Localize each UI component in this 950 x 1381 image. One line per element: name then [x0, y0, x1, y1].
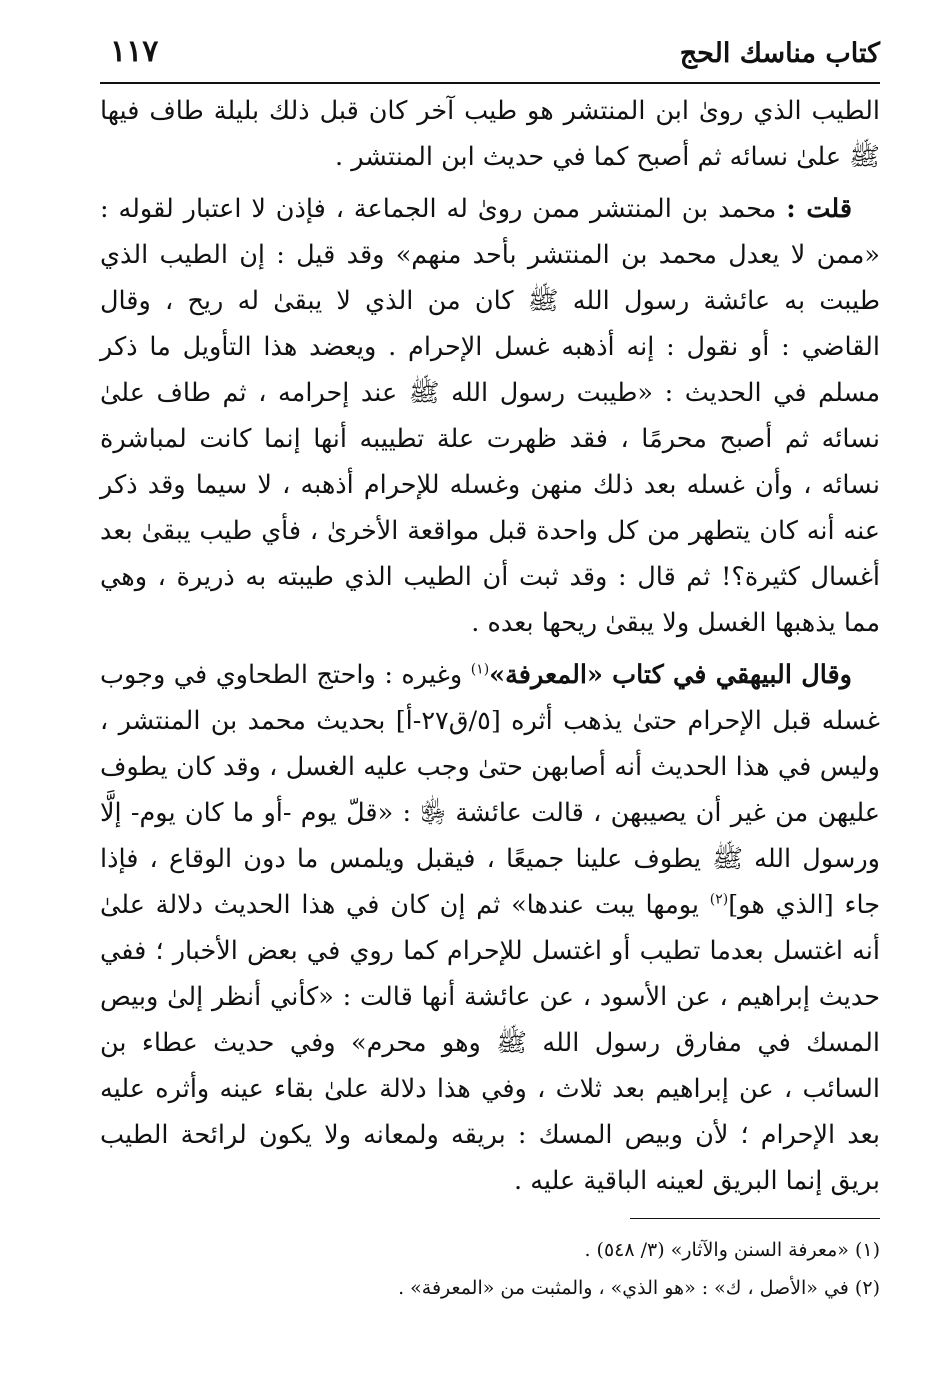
paragraph-3-lead: وقال البيهقي في كتاب «المعرفة» — [489, 660, 852, 690]
page-number: ١١٧ — [110, 34, 159, 69]
paragraph-2 — [100, 186, 880, 646]
book-page — [100, 28, 880, 1307]
running-title: كتاب مناسك الحج — [679, 38, 880, 69]
paragraph-3-text-b: يومها يبت عندها» ثم إن كان في هذا الحديث دلالة علىٰ أنه اغتسل بعدما تطيب أو اغتسل للإحرام كما روي في بعض الأخبار ؛ ففي حديث إبراهيم ، عن الأسود ، عن عائشة أنها قالت : «كأني أنظر إلىٰ وبيص المسك في مفارق رسول الله ﷺ وهو محرم» وفي حديث عطاء بن السائب ، عن إبراهيم بعد ثلاث ، وفي هذا دلالة علىٰ بقاء عينه وأثره عليه بعد الإحرام ؛ لأن وبيص المسك : بريقه ولمعانه ولا يكون لرائحة الطيب بريق إنما البريق لعينه الباقية عليه . — [100, 890, 880, 1196]
footnotes — [100, 1219, 880, 1307]
main-text — [100, 88, 880, 1204]
paragraph-3-text-a: وغيره : واحتج الطحاوي في وجوب غسله قبل الإحرام حتىٰ يذهب أثره [٥/ق٢٧-أ] بحديث محمد بن المنتشر ، وليس في هذا الحديث أنه أصابهن حتىٰ وجب عليه الغسل ، وقد كان يطوف عليهن من غير أن يصيبهن ، قالت عائشة ﵂ : «قلّ يوم -أو ما كان يوم- إلَّا ورسول الله ﷺ يطوف علينا جميعًا ، فيقبل ويلمس ما دون الوقاع ، فإذا جاء [الذي هو] — [100, 660, 880, 920]
paragraph-1: الطيب الذي روىٰ ابن المنتشر هو طيب آخر كان قبل ذلك بليلة طاف فيها ﷺ علىٰ نسائه ثم أصبح كما في حديث ابن المنتشر . — [100, 96, 880, 172]
footnote-2: (٢) في «الأصل ، ك» : «هو الذي» ، والمثبت من «المعرفة» . — [398, 1277, 880, 1299]
footnote-marker-1[interactable]: (١) — [470, 661, 490, 678]
paragraph-2-text: محمد بن المنتشر ممن روىٰ له الجماعة ، فإذن لا اعتبار لقوله : «ممن لا يعدل محمد بن المنتشر بأحد منهم» وقد قيل : إن الطيب الذي طيبت به عائشة رسول الله ﷺ كان من الذي لا يبقىٰ له ريح ، وقال القاضي : أو نقول : إنه أذهبه غسل الإحرام . ويعضد هذا التأويل ما ذكر مسلم في الحديث : «طيبت رسول الله ﷺ عند إحرامه ، ثم طاف علىٰ نسائه ثم أصبح محرمًا ، فقد ظهرت علة تطييبه أنها إنما كانت لمباشرة نسائه ، وأن غسله بعد ذلك منهن وغسله للإحرام أذهبه ، لا سيما وقد ذكر عنه أنه كان يتطهر من كل واحدة قبل مواقعة الأخرىٰ ، فأي طيب يبقىٰ بعد أغسال كثيرة؟! ثم قال : وقد ثبت أن الطيب الذي طيبته به ذريرة ، وهي مما يذهبها الغسل ولا يبقىٰ ريحها بعده . — [100, 194, 880, 638]
paragraph-3 — [100, 652, 880, 1204]
footnote-1: (١) «معرفة السنن والآثار» (٣/ ٥٤٨) . — [584, 1239, 880, 1261]
paragraph-2-lead: قلت : — [786, 194, 853, 224]
page-header — [100, 28, 880, 84]
footnote-separator — [630, 1218, 880, 1219]
footnote-marker-2[interactable]: (٢) — [709, 891, 729, 908]
